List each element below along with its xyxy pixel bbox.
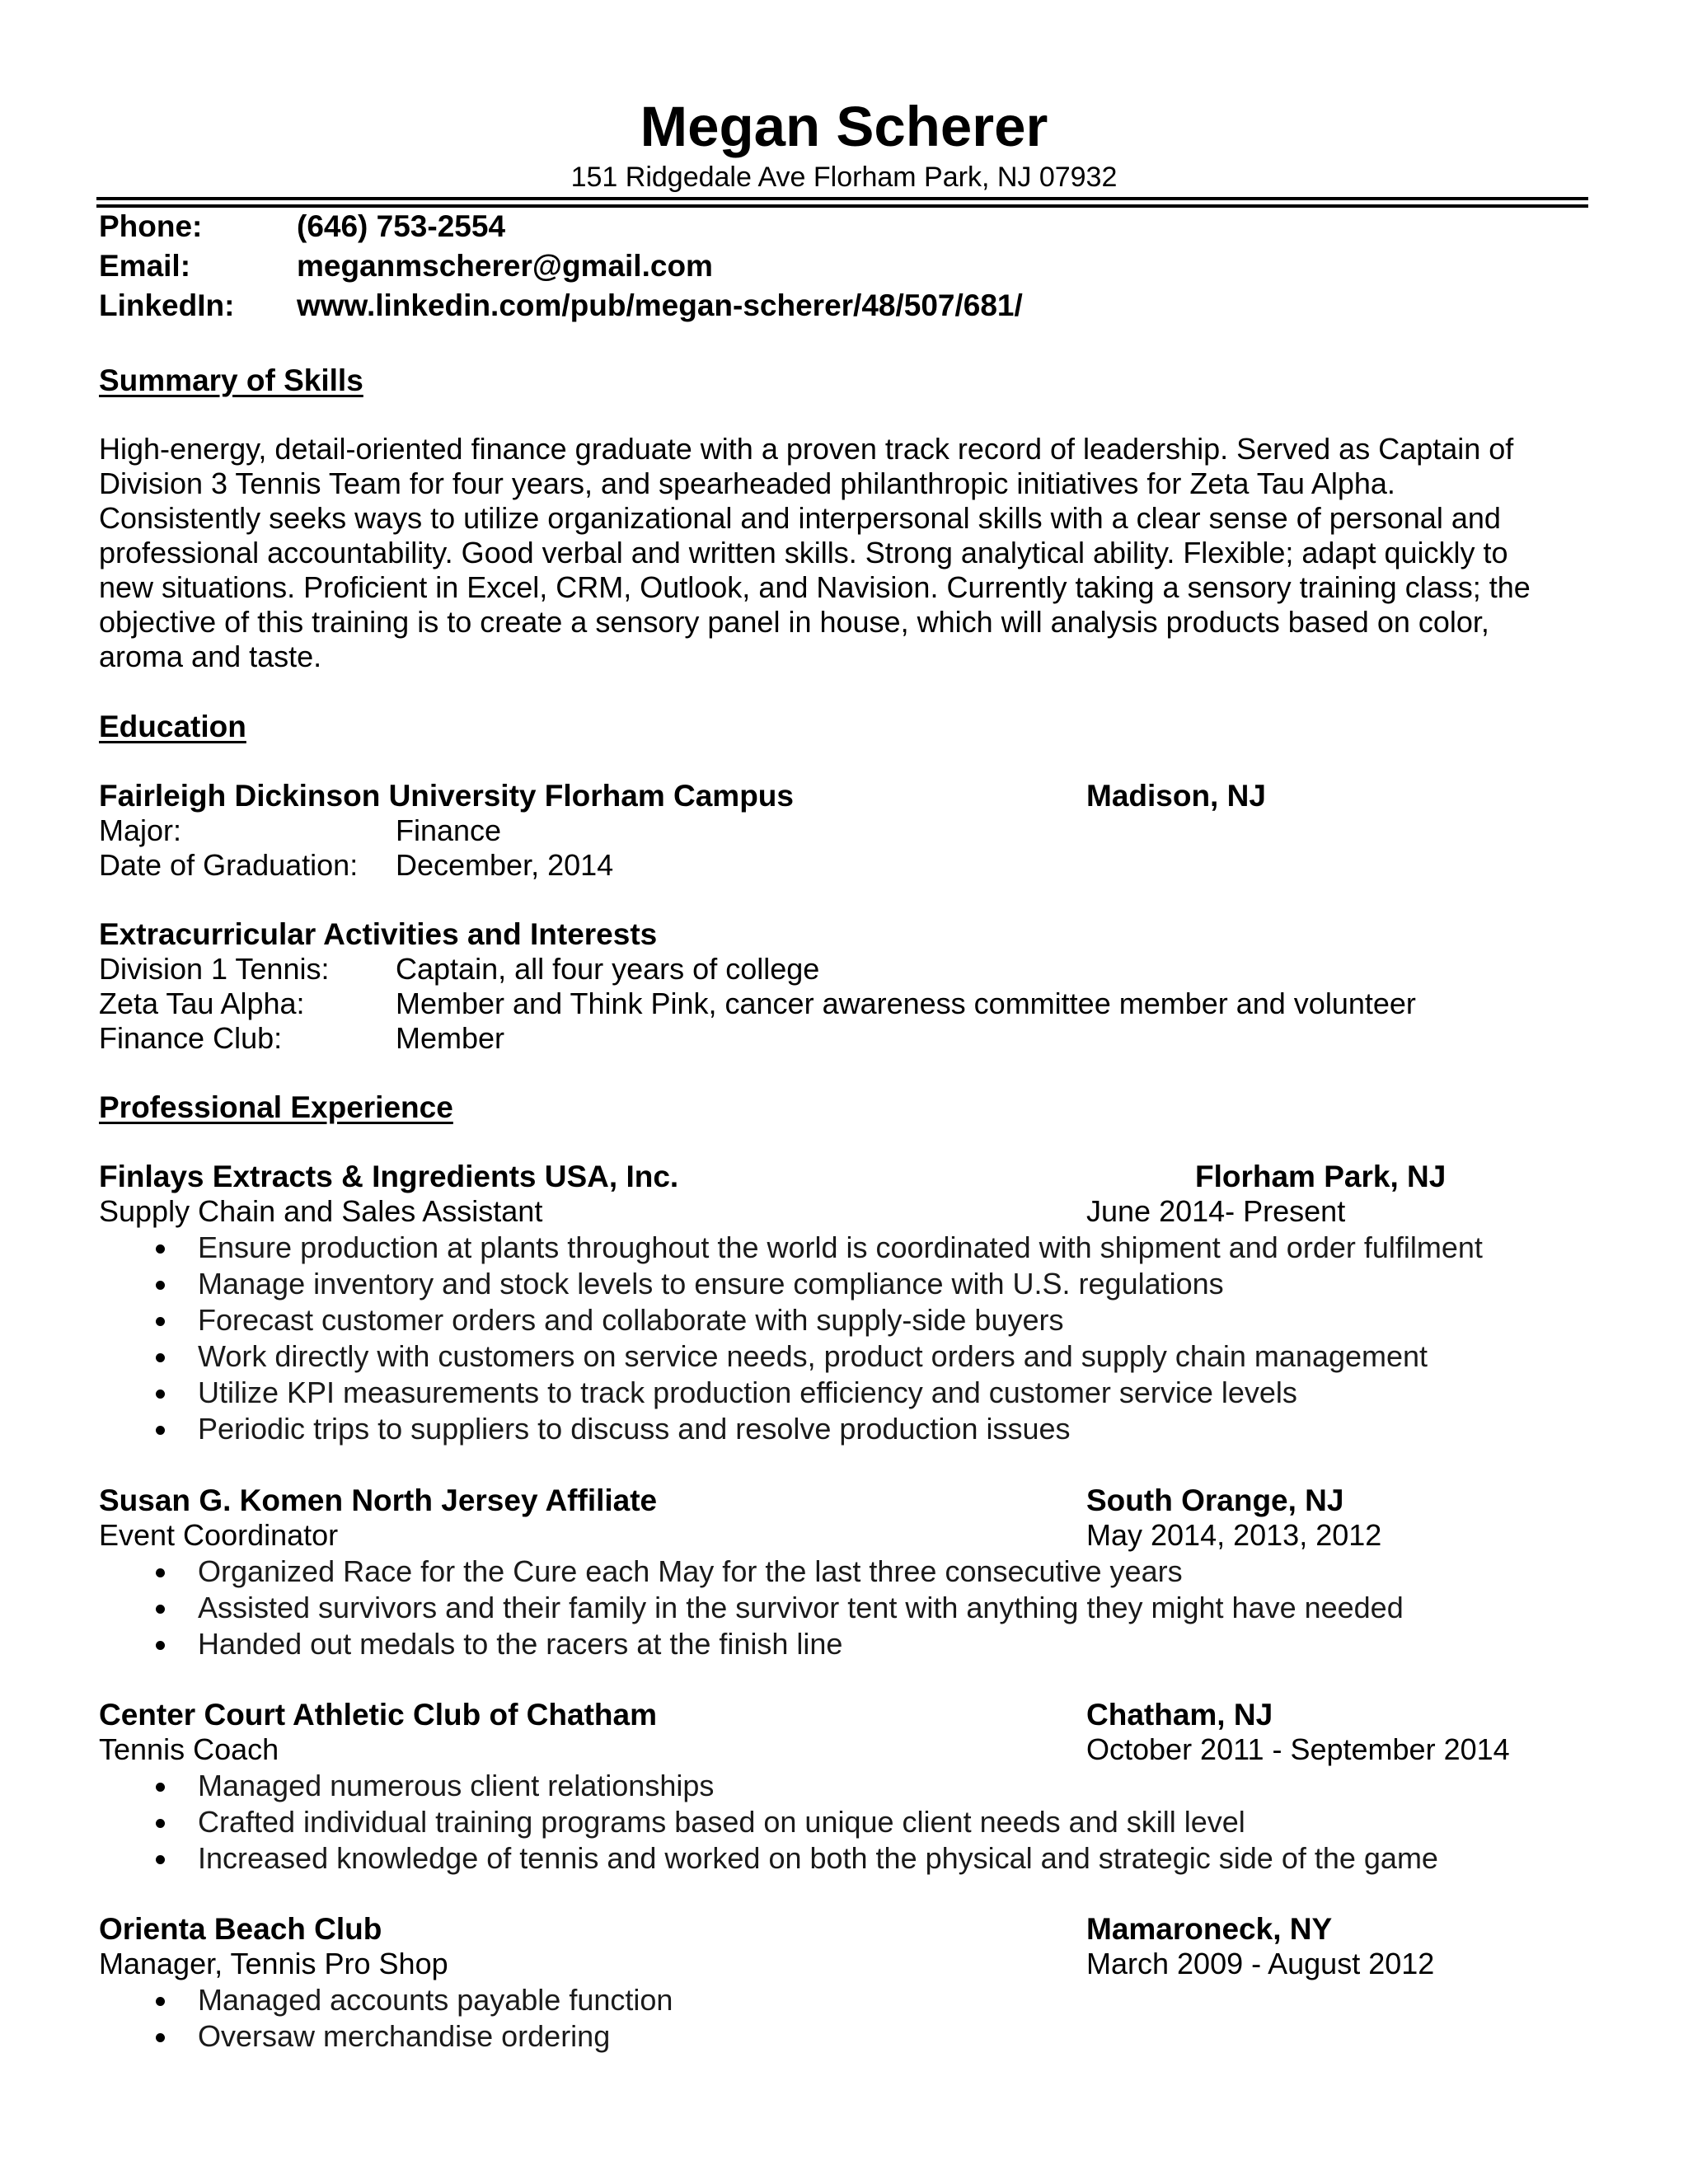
job-dates: October 2011 - September 2014 [1086, 1732, 1510, 1766]
summary-paragraph [99, 432, 1582, 674]
school-name: Fairleigh Dickinson University Florham Campus [99, 779, 794, 813]
bullet-icon [156, 1244, 165, 1254]
email-label: Email: [99, 249, 191, 283]
job-company: Susan G. Komen North Jersey Affiliate [99, 1483, 658, 1517]
job-location: Florham Park, NJ [1195, 1160, 1447, 1193]
summary-line: professional accountability. Good verbal and written skills. Strong analytical ability. Flexible; adapt quickly to [99, 536, 1508, 569]
bullet-icon [156, 1605, 165, 1614]
job-bullet: Ensure production at plants throughout the world is coordinated with shipment and order fulfilment [198, 1230, 1483, 1264]
bullet-icon [156, 2033, 165, 2042]
job-bullet: Oversaw merchandise ordering [198, 2019, 611, 2053]
phone-value: (646) 753-2554 [297, 209, 506, 243]
phone-label: Phone: [99, 209, 203, 243]
graduation-label: Date of Graduation: [99, 848, 359, 882]
linkedin-value: www.linkedin.com/pub/megan-scherer/48/507/681/ [297, 288, 1023, 322]
summary-line: High-energy, detail-oriented finance graduate with a proven track record of leadership. Served as Captain of [99, 432, 1514, 466]
summary-line: Division 3 Tennis Team for four years, and spearheaded philanthropic initiatives for Zeta Tau Alpha. [99, 466, 1395, 500]
linkedin-label: LinkedIn: [99, 288, 235, 322]
experience-heading: Professional Experience [99, 1090, 453, 1124]
candidate-address: 151 Ridgedale Ave Florham Park, NJ 07932 [570, 162, 1118, 193]
bullet-icon [156, 1997, 165, 2006]
bullet-icon [156, 1855, 165, 1864]
job-bullet: Periodic trips to suppliers to discuss and resolve production issues [198, 1412, 1071, 1446]
bullet-icon [156, 1353, 165, 1362]
summary-line: aroma and taste. [99, 640, 322, 673]
activity-label: Finance Club: [99, 1021, 283, 1055]
bullet-icon [156, 1819, 165, 1828]
job-bullet: Organized Race for the Cure each May for the last three consecutive years [198, 1554, 1183, 1588]
job-dates: June 2014- Present [1086, 1194, 1346, 1228]
job-company: Center Court Athletic Club of Chatham [99, 1698, 657, 1732]
job-location: Chatham, NJ [1086, 1698, 1273, 1732]
bullet-icon [156, 1426, 165, 1435]
major-label: Major: [99, 813, 182, 847]
job-bullet: Managed accounts payable function [198, 1983, 673, 2017]
job-location: Mamaroneck, NY [1086, 1912, 1333, 1946]
summary-line: objective of this training is to create a sensory panel in house, which will analysis products based on color, [99, 605, 1489, 639]
job-bullet: Handed out medals to the racers at the finish line [198, 1627, 843, 1661]
job-bullet: Manage inventory and stock levels to ensure compliance with U.S. regulations [198, 1267, 1224, 1301]
job-bullet: Work directly with customers on service needs, product orders and supply chain management [198, 1339, 1428, 1373]
header-rule-top [96, 197, 1588, 200]
email-value: meganmscherer@gmail.com [297, 249, 713, 283]
activities-heading: Extracurricular Activities and Interests [99, 917, 658, 951]
job-bullet: Managed numerous client relationships [198, 1769, 715, 1802]
job-bullet: Forecast customer orders and collaborate with supply-side buyers [198, 1303, 1064, 1337]
job-location: South Orange, NJ [1086, 1483, 1344, 1517]
job-title: Manager, Tennis Pro Shop [99, 1947, 448, 1980]
bullet-icon [156, 1641, 165, 1650]
activity-label: Zeta Tau Alpha: [99, 987, 305, 1020]
activity-value: Captain, all four years of college [396, 952, 820, 986]
job-company: Orienta Beach Club [99, 1912, 382, 1946]
job-title: Supply Chain and Sales Assistant [99, 1194, 543, 1228]
job-bullet: Assisted survivors and their family in the survivor tent with anything they might have needed [198, 1591, 1404, 1624]
activity-label: Division 1 Tennis: [99, 952, 330, 986]
job-bullet: Crafted individual training programs based on unique client needs and skill level [198, 1805, 1245, 1839]
bullet-icon [156, 1317, 165, 1326]
activity-value: Member and Think Pink, cancer awareness committee member and volunteer [396, 987, 1416, 1020]
job-bullet: Increased knowledge of tennis and worked on both the physical and strategic side of the game [198, 1841, 1438, 1875]
candidate-name: Megan Scherer [640, 95, 1048, 158]
bullet-icon [156, 1281, 165, 1290]
bullet-icon [156, 1568, 165, 1577]
job-dates: May 2014, 2013, 2012 [1086, 1518, 1382, 1552]
graduation-value: December, 2014 [396, 848, 614, 882]
major-value: Finance [396, 813, 502, 847]
job-title: Event Coordinator [99, 1518, 339, 1552]
school-location: Madison, NJ [1086, 779, 1266, 813]
summary-line: new situations. Proficient in Excel, CRM, Outlook, and Navision. Currently taking a sensory training class; the [99, 570, 1531, 604]
bullet-icon [156, 1390, 165, 1399]
header-rule-bottom [96, 204, 1588, 208]
summary-line: Consistently seeks ways to utilize organizational and interpersonal skills with a clear sense of personal and [99, 501, 1501, 535]
activity-value: Member [396, 1021, 505, 1055]
job-company: Finlays Extracts & Ingredients USA, Inc. [99, 1160, 679, 1193]
bullet-icon [156, 1783, 165, 1792]
summary-heading: Summary of Skills [99, 363, 363, 397]
job-dates: March 2009 - August 2012 [1086, 1947, 1435, 1980]
education-heading: Education [99, 710, 246, 743]
job-bullet: Utilize KPI measurements to track production efficiency and customer service levels [198, 1376, 1297, 1409]
job-title: Tennis Coach [99, 1732, 279, 1766]
